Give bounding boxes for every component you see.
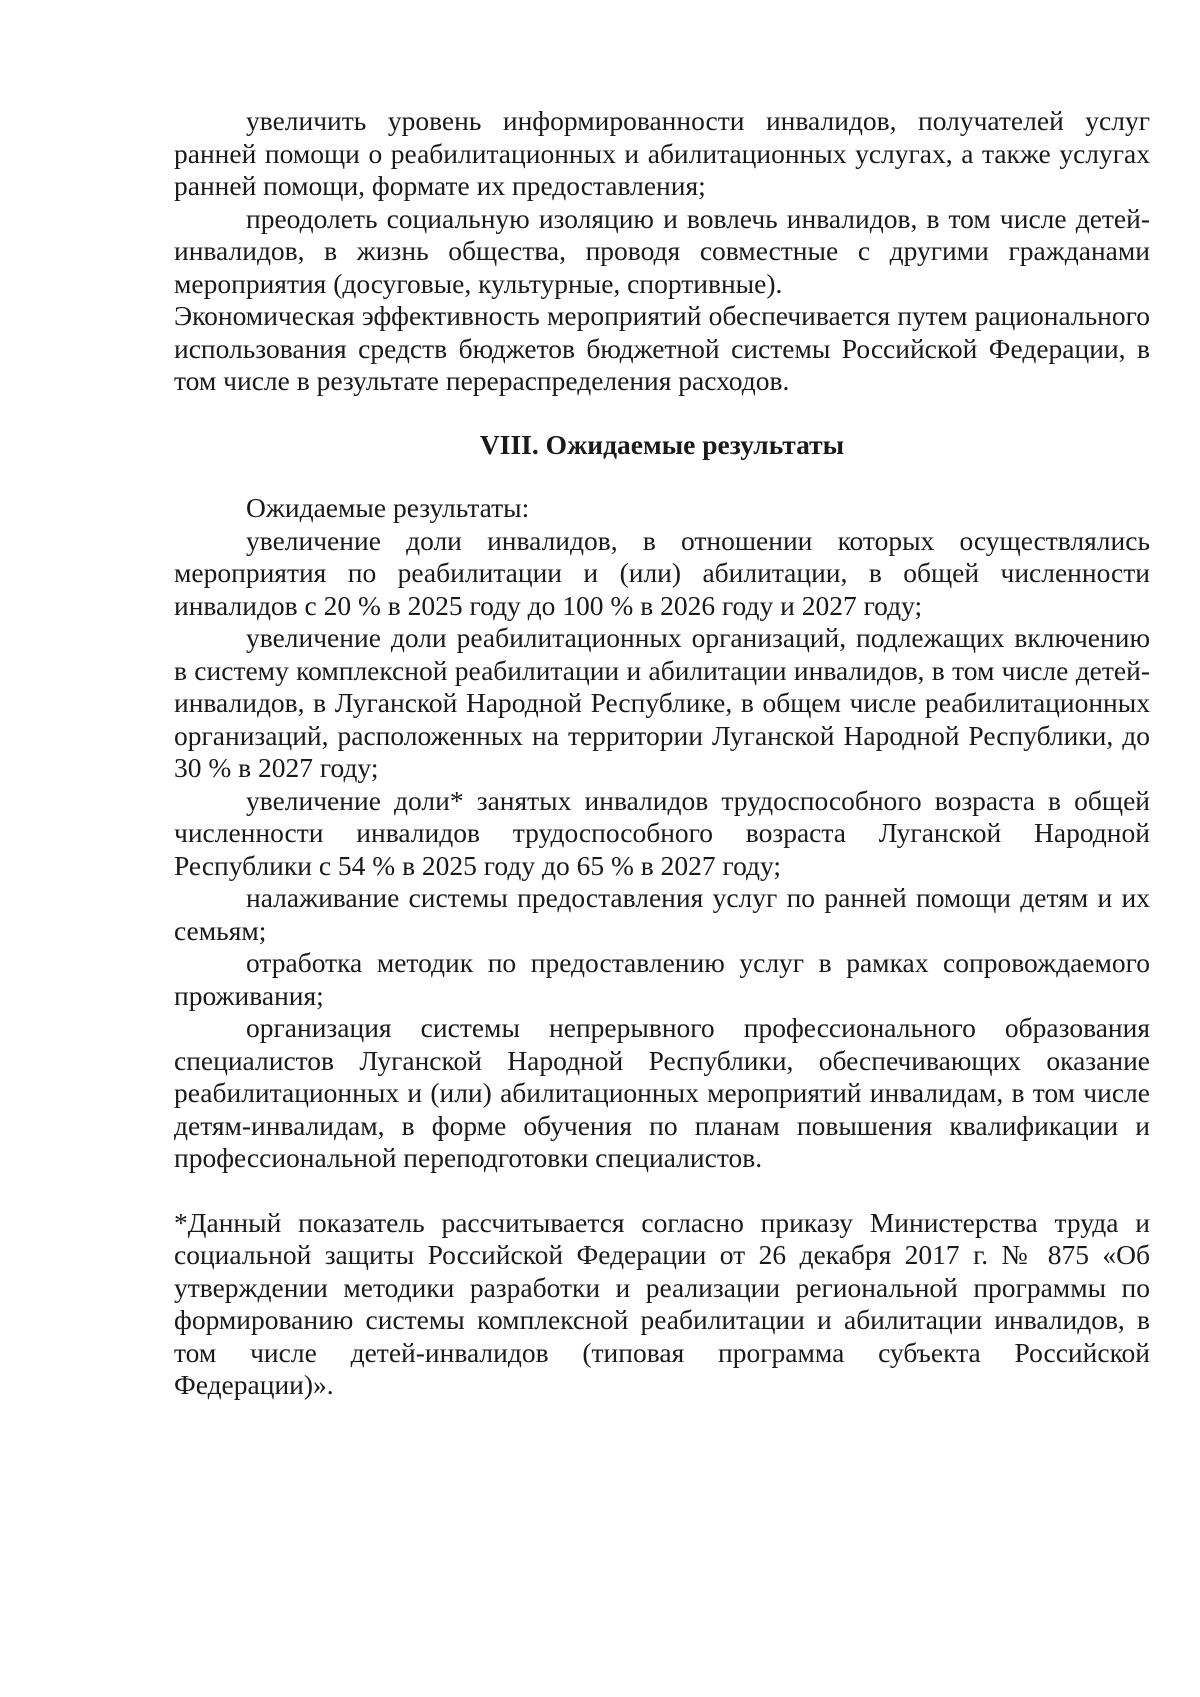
intro-paragraph-1: увеличить уровень информированности инвалидов, получателей услуг ранней помощи о реабилитационных и абилитационных услугах, а также услугах ранней помощи, формате их предоставления; bbox=[174, 105, 1150, 201]
section-lead: Ожидаемые результаты: bbox=[246, 492, 530, 523]
result-item: увеличение доли* занятых инвалидов трудоспособного возраста в общей численности инвалидов трудоспособного возраста Луганской Народной Республики с 54 % в 2025 году до 65 % в 2027 году; bbox=[174, 784, 1150, 881]
intro-paragraph-2: преодолеть социальную изоляцию и вовлечь инвалидов, в том числе детей-инвалидов, в жизнь общества, проводя совместные с другими гражданами мероприятия (досуговые, культурные, спортивные). bbox=[174, 202, 1150, 299]
document-page bbox=[174, 105, 1150, 1402]
result-item: отработка методик по предоставлению услуг в рамках сопровождаемого проживания; bbox=[174, 947, 1150, 1011]
result-item: организация системы непрерывного профессионального образования специалистов Луганской Народной Республики, обеспечивающих оказание реабилитационных и (или) абилитационных мероприятий инвалидам, в том числе детям-инвалидам, в форме обучения по планам повышения квалификации и профессиональной переподготовки специалистов. bbox=[174, 1012, 1150, 1173]
result-item: увеличение доли инвалидов, в отношении которых осуществлялись мероприятия по реабилитации и (или) абилитации, в общей численности инвалидов с 20 % в 2025 году до 100 % в 2026 году и 2027 году; bbox=[174, 524, 1150, 621]
intro-paragraph-3: Экономическая эффективность мероприятий обеспечивается путем рационального использования средств бюджетов бюджетной системы Российской Федерации, в том числе в результате перераспределения расходов. bbox=[174, 300, 1150, 396]
footnote: *Данный показатель рассчитывается согласно приказу Министерства труда и социальной защиты Российской Федерации от 26 декабря 2017 г. № 875 «Об утверждении методики разработки и реализации региональной программы по формированию системы комплексной реабилитации и абилитации инвалидов, в том числе детей-инвалидов (типовая программа субъекта Российской Федерации)». bbox=[174, 1206, 1150, 1400]
result-item: налаживание системы предоставления услуг по ранней помощи детям и их семьям; bbox=[174, 882, 1150, 946]
section-heading: VIII. Ожидаемые результаты bbox=[479, 428, 845, 460]
result-item: увеличение доли реабилитационных организаций, подлежащих включению в систему комплексной реабилитации и абилитации инвалидов, в том числе детей-инвалидов, в Луганской Народной Республике, в общем числе реабилитационных организаций, расположенных на территории Луганской Народной Республики, до 30 % в 2027 году; bbox=[174, 622, 1150, 783]
